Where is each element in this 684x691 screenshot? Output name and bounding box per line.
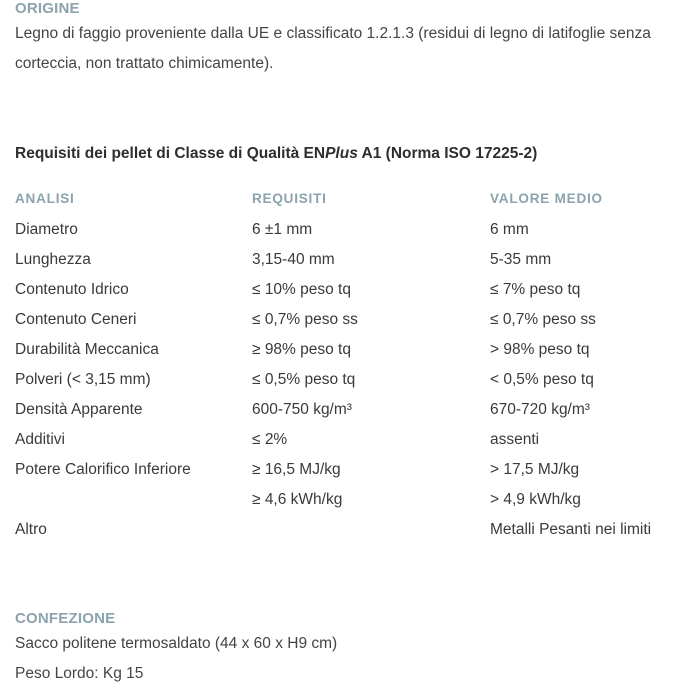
cell-requisiti: ≤ 10% peso tq — [252, 281, 351, 298]
column-header-analisi: ANALISI — [15, 191, 75, 206]
confezione-line-1: Sacco politene termosaldato (44 x 60 x H9 cm) — [15, 635, 338, 652]
cell-valore-medio: 5-35 mm — [490, 251, 552, 268]
cell-analisi: Durabilità Meccanica — [15, 341, 159, 358]
cell-requisiti: 6 ±1 mm — [252, 221, 313, 238]
table-row — [15, 515, 651, 545]
origine-text — [15, 19, 684, 79]
cell-analisi: Potere Calorifico Inferiore — [15, 461, 191, 478]
column-header-requisiti: REQUISITI — [252, 191, 327, 206]
cell-requisiti: 3,15-40 mm — [252, 251, 335, 268]
table-row — [15, 305, 651, 335]
cell-analisi: Altro — [15, 521, 47, 538]
cell-valore-medio: < 0,5% peso tq — [490, 371, 594, 388]
requisiti-table-body — [15, 215, 651, 545]
origine-line-1: Legno di faggio proveniente dalla UE e classificato 1.2.1.3 (residui di legno di latifoglie senza — [15, 25, 651, 42]
confezione-text — [15, 629, 337, 689]
table-row — [15, 395, 651, 425]
cell-requisiti: ≥ 98% peso tq — [252, 341, 351, 358]
cell-requisiti: ≤ 0,5% peso tq — [252, 371, 356, 388]
cell-analisi: Polveri (< 3,15 mm) — [15, 371, 151, 388]
confezione-line-2: Peso Lordo: Kg 15 — [15, 665, 144, 682]
cell-valore-medio: Metalli Pesanti nei limiti — [490, 521, 652, 538]
table-row — [15, 485, 651, 515]
cell-valore-medio: ≤ 0,7% peso ss — [490, 311, 596, 328]
cell-analisi: Contenuto Idrico — [15, 281, 129, 298]
cell-valore-medio: 6 mm — [490, 221, 529, 238]
cell-requisiti: ≥ 16,5 MJ/kg — [252, 461, 341, 478]
cell-valore-medio: assenti — [490, 431, 540, 448]
table-row — [15, 425, 651, 455]
table-row — [15, 335, 651, 365]
cell-valore-medio: > 4,9 kWh/kg — [490, 491, 581, 508]
cell-valore-medio: ≤ 7% peso tq — [490, 281, 581, 298]
cell-requisiti: ≥ 4,6 kWh/kg — [252, 491, 343, 508]
table-row — [15, 365, 651, 395]
requisiti-table — [15, 215, 651, 545]
cell-analisi: Diametro — [15, 221, 78, 238]
cell-requisiti: ≤ 0,7% peso ss — [252, 311, 358, 328]
table-row — [15, 215, 651, 245]
table-row — [15, 275, 651, 305]
requisiti-title-italic: Plus — [325, 145, 358, 162]
table-row — [15, 455, 651, 485]
cell-analisi: Densità Apparente — [15, 401, 143, 418]
cell-requisiti: 600-750 kg/m³ — [252, 401, 352, 418]
cell-analisi: Contenuto Ceneri — [15, 311, 137, 328]
confezione-heading: CONFEZIONE — [15, 610, 116, 627]
origine-line-2: corteccia, non trattato chimicamente). — [15, 55, 274, 72]
cell-valore-medio: 670-720 kg/m³ — [490, 401, 590, 418]
requisiti-title-part1: Requisiti dei pellet di Classe di Qualità EN — [15, 145, 326, 162]
cell-requisiti — [252, 515, 490, 545]
requisiti-title — [15, 145, 537, 163]
cell-valore-medio: > 98% peso tq — [490, 341, 590, 358]
cell-valore-medio: > 17,5 MJ/kg — [490, 461, 580, 478]
cell-requisiti: ≤ 2% — [252, 431, 288, 448]
cell-analisi: Additivi — [15, 431, 65, 448]
table-row — [15, 245, 651, 275]
column-header-valore-medio: VALORE MEDIO — [490, 191, 603, 206]
requisiti-title-part2: A1 (Norma ISO 17225-2) — [357, 145, 538, 162]
cell-analisi: Lunghezza — [15, 251, 91, 268]
origine-heading: ORIGINE — [15, 0, 80, 17]
cell-analisi — [15, 485, 252, 515]
